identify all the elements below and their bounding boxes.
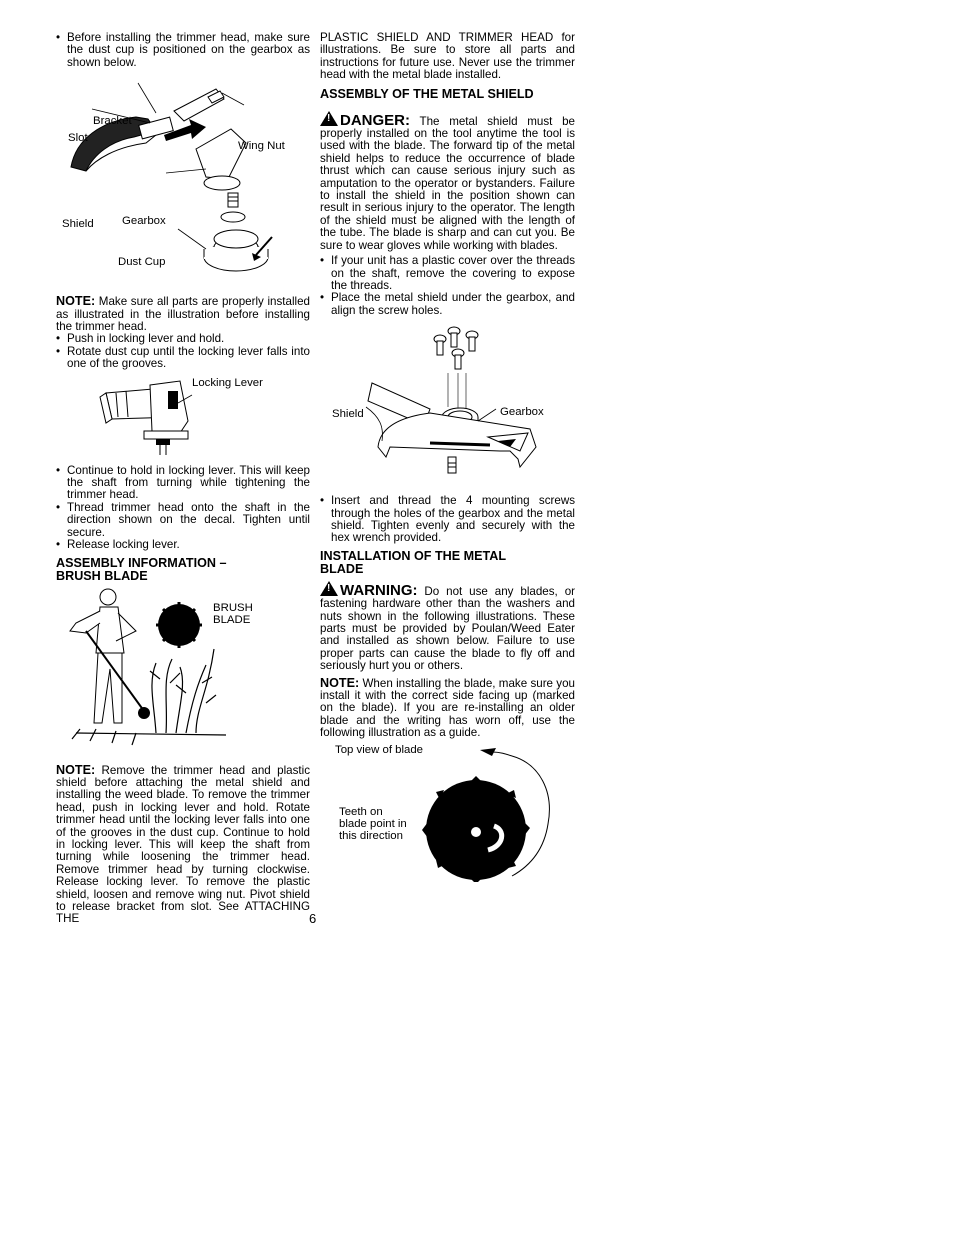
- warning-paragraph: ! WARNING: Do not use any blades, or fastening hardware other than the washers and nuts shown in the following illustrations. These parts must be provided by Poulan/Weed Eater and installed as shown below. Failure to use proper parts can cause the blade to fly off and seriously hurt you or others.: [320, 581, 575, 673]
- locking-lever-bullet-list: [56, 333, 310, 370]
- note-properly-installed: NOTE: Make sure all parts are properly installed as illustrated in the illustration before installing the trimmer head.: [56, 294, 310, 334]
- right-column: [320, 32, 575, 882]
- brush-blade-label-line1: BRUSH: [213, 601, 253, 614]
- brush-blade-figure: [56, 583, 310, 763]
- shield-label: Shield: [62, 218, 94, 231]
- gearbox-label: Gearbox: [122, 215, 166, 228]
- danger-icon: !: [320, 111, 338, 126]
- teeth-label-line2: blade point in: [339, 817, 407, 830]
- continued-paragraph: PLASTIC SHIELD AND TRIMMER HEAD for illustrations. Be sure to store all parts and instructions for future use. Never use the trimmer head with the metal blade installed.: [320, 31, 575, 82]
- left-column: [56, 32, 310, 926]
- brush-blade-label-line2: BLADE: [213, 613, 251, 626]
- page-number: 6: [309, 911, 317, 926]
- section-heading-metal-shield: ASSEMBLY OF THE METAL SHIELD: [320, 86, 534, 101]
- list-item: • Thread trimmer head onto the shaft in the direction shown on the decal. Tighten until secure.: [56, 502, 310, 539]
- metal-shield-figure: [320, 317, 575, 495]
- list-item: • If your unit has a plastic cover over the threads on the shaft, remove the covering to expose the threads.: [320, 255, 575, 292]
- list-item: • Release locking lever.: [56, 539, 310, 551]
- teeth-label-line1: Teeth on: [339, 805, 383, 818]
- locking-lever-label: Locking Lever: [192, 376, 263, 389]
- locking-lever-figure: [56, 371, 310, 461]
- trimmer-head-assembly-figure: [56, 69, 310, 289]
- warning-label: WARNING:: [340, 581, 418, 599]
- trimmer-head-assembly-drawing: [56, 69, 310, 289]
- list-item: • Place the metal shield under the gearbox, and align the screw holes.: [320, 292, 575, 317]
- top-view-label: Top view of blade: [335, 743, 424, 756]
- danger-paragraph: ! DANGER: The metal shield must be properly installed on the tool anytime the tool is used with the blade. The forward tip of the metal shield helps to reduce the occurrence of blade thrust which can cause serious injury such as amputation to the operator or bystanders. Failure to install the shield in the position shown can result in serious injury to the operator. The length of the shield must be aligned with the length of the tube. The blade is sharp and can cut you. Be sure to wear gloves while working with blades.: [320, 111, 575, 252]
- note-blade-orientation: NOTE: When installing the blade, make sure you install it with the correct side facing up (marked on the blade). If you are re-installing an older blade and the writing has worn off, use the following illustration as a guide.: [320, 675, 575, 740]
- shield-label-2: Shield: [332, 408, 364, 421]
- mounting-screws-bullet-list: [320, 495, 575, 545]
- brush-blade-operator-drawing: [56, 583, 310, 763]
- list-item: • Push in locking lever and hold.: [56, 333, 310, 345]
- danger-label: DANGER:: [340, 111, 410, 129]
- dust-cup-bullet-list: [56, 32, 310, 69]
- blade-top-view-figure: [320, 742, 575, 882]
- slot-label: Slot: [68, 132, 88, 145]
- list-item: • Rotate dust cup until the locking lever falls into one of the grooves.: [56, 346, 310, 371]
- locking-lever-drawing: [56, 371, 310, 461]
- trimmer-head-bullet-list: [56, 465, 310, 552]
- list-item: • Insert and thread the 4 mounting screws through the holes of the gearbox and the metal shield. Tighten evenly and securely with the hex wrench provided.: [320, 495, 575, 545]
- section-heading-install-blade: INSTALLATION OF THE METAL BLADE: [320, 548, 506, 576]
- list-item: • Before installing the trimmer head, make sure the dust cup is positioned on the gearbox as shown below.: [56, 32, 310, 69]
- list-item: • Continue to hold in locking lever. This will keep the shaft from turning while tightening the trimmer head.: [56, 465, 310, 502]
- warning-icon: !: [320, 581, 338, 596]
- note-remove-trimmer-head: NOTE: Remove the trimmer head and plastic shield before attaching the metal shield and installing the weed blade. To remove the trimmer head, push in locking lever and hold. Rotate trimmer head until the locking lever falls into one of the grooves in the dust cup. Continue to hold in locking lever. This will keep the shaft from turning while loosening the trimmer head. Remove trimmer head by turning clockwise. Release locking lever. To remove the plastic shield, loosen and remove wing nut. Pivot shield to release bracket from slot. See ATTACHING THE: [56, 762, 310, 926]
- teeth-label-line3: this direction: [339, 829, 403, 842]
- dust-cup-label: Dust Cup: [118, 256, 166, 269]
- shield-install-bullet-list: [320, 255, 575, 317]
- bracket-label: Bracket: [93, 115, 132, 128]
- section-heading-brush-blade: ASSEMBLY INFORMATION – BRUSH BLADE: [56, 555, 227, 583]
- wing-nut-label: Wing Nut: [238, 140, 285, 153]
- gearbox-label-2: Gearbox: [500, 406, 544, 419]
